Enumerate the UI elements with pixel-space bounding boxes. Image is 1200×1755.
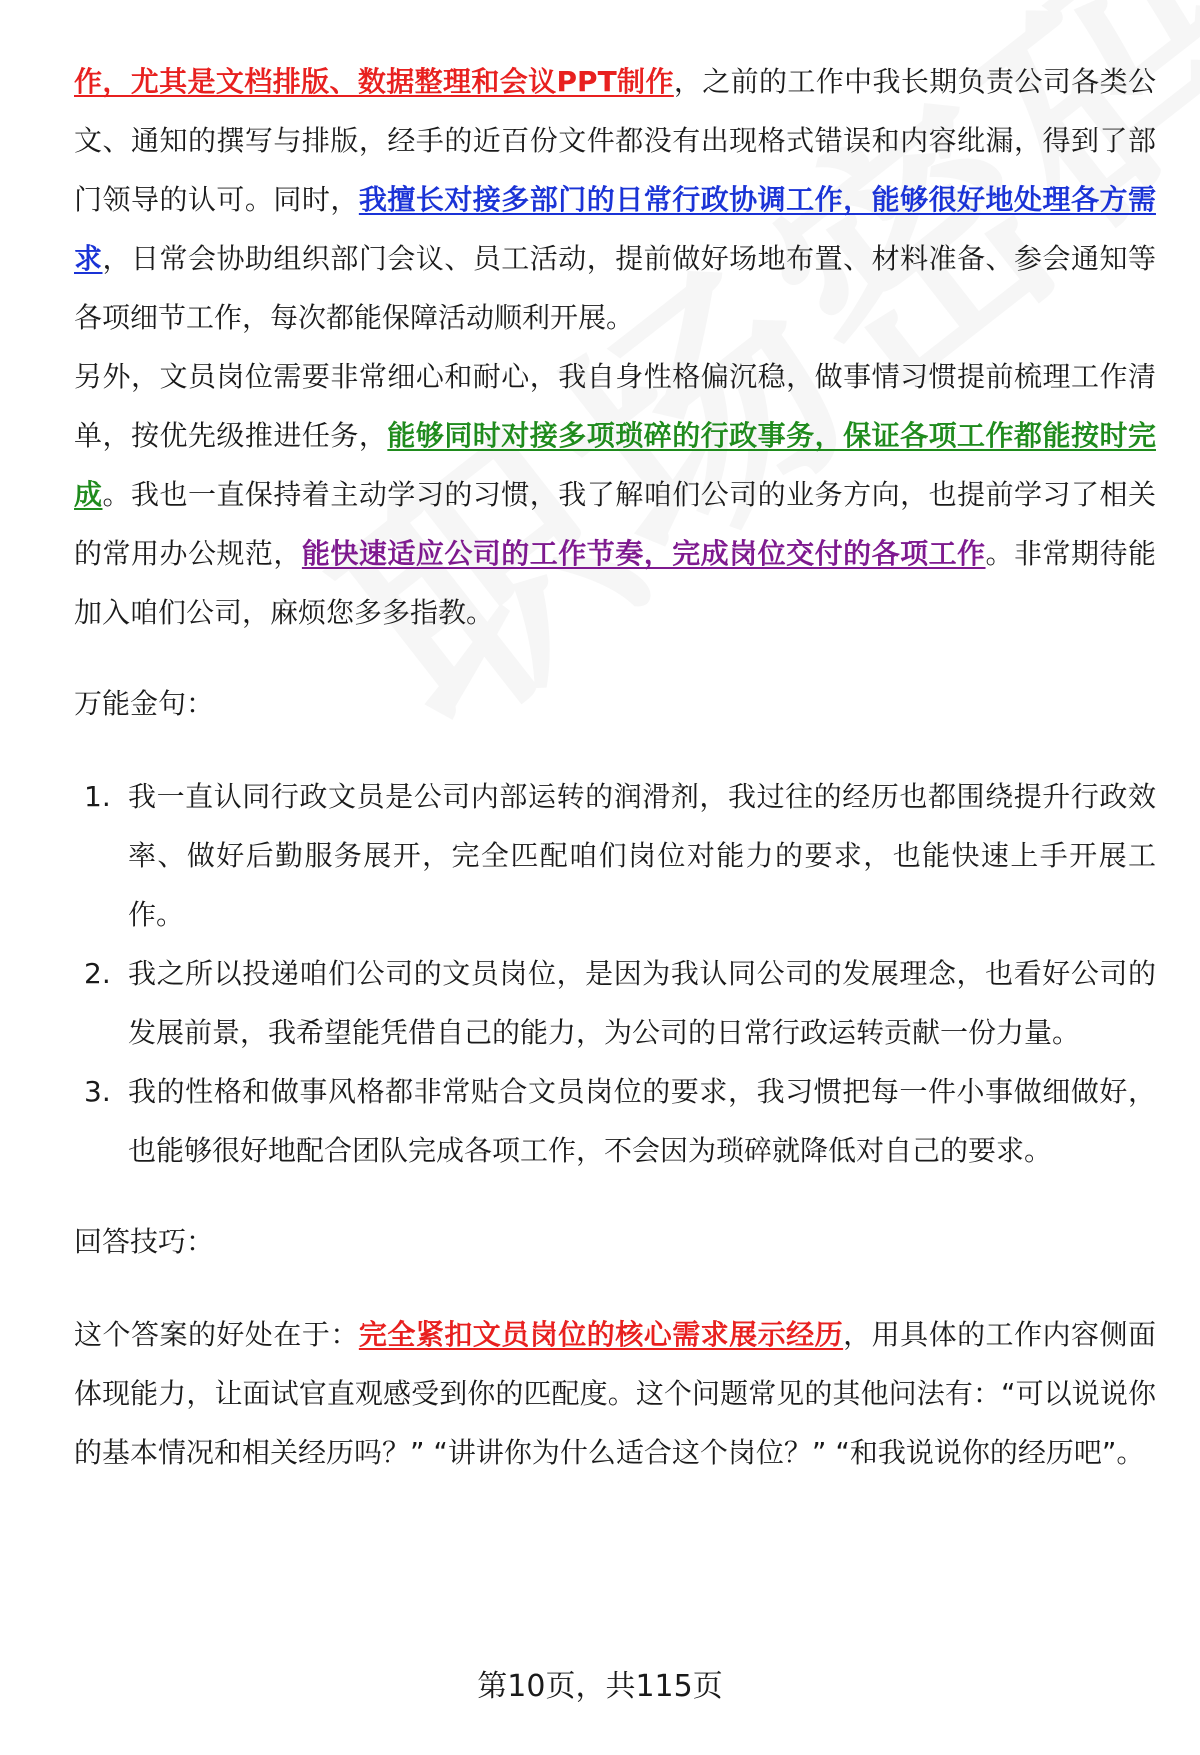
text: 。非常期待能加入咱们公司，麻烦您多多指教。 xyxy=(74,537,1156,629)
highlight-red: 作，尤其是文档排版、数据整理和会议PPT制作 xyxy=(74,65,674,98)
list-number: 1. xyxy=(84,780,111,813)
highlight-purple: 能快速适应公司的工作节奏，完成岗位交付的各项工作 xyxy=(301,537,986,570)
text: 这个答案的好处在于： xyxy=(74,1318,359,1351)
paragraph-personality xyxy=(74,347,1156,642)
list-item xyxy=(74,1062,1156,1180)
answer-tips-heading: 回答技巧： xyxy=(74,1225,215,1258)
highlight-blue: 我擅长对接多部门的日常行政协调工作，能够很好地处理各方需求 xyxy=(74,183,1156,275)
highlight-green: 能够同时对接多项琐碎的行政事务，保证各项工作都能按时完成 xyxy=(74,419,1156,511)
list-text: 我之所以投递咱们公司的文员岗位，是因为我认同公司的发展理念，也看好公司的发展前景，我希望能凭借自己的能力，为公司的日常行政运转贡献一份力量。 xyxy=(128,957,1156,1049)
list-item xyxy=(74,944,1156,1062)
page-number: 第10页，共115页 xyxy=(477,1669,723,1704)
list-number: 2. xyxy=(84,957,111,990)
paragraph-experience xyxy=(74,52,1156,347)
text: 。我也一直保持着主动学习的习惯，我了解咱们公司的业务方向，也提前学习了相关的常用办公规范， xyxy=(74,478,1156,570)
text: 另外，文员岗位需要非常细心和耐心，我自身性格偏沉稳，做事情习惯提前梳理工作清单，按优先级推进任务， xyxy=(74,360,1156,452)
text: ，之前的工作中我长期负责公司各类公文、通知的撰写与排版，经手的近百份文件都没有出现格式错误和内容纰漏，得到了部门领导的认可。同时， xyxy=(74,65,1156,216)
text: ，用具体的工作内容侧面体现能力，让面试官直观感受到你的匹配度。这个问题常见的其他问法有：“可以说说你的基本情况和相关经历吗？” “讲讲你为什么适合这个岗位？” “和我说说你的经历吧”。 xyxy=(74,1318,1156,1469)
paragraph-tips xyxy=(74,1305,1156,1482)
page-content xyxy=(74,52,1156,1482)
list-text: 我的性格和做事风格都非常贴合文员岗位的要求，我习惯把每一件小事做细做好，也能够很好地配合团队完成各项工作，不会因为琐碎就降低对自己的要求。 xyxy=(128,1075,1156,1167)
golden-sentences-list xyxy=(74,767,1156,1180)
highlight-red: 完全紧扣文员岗位的核心需求展示经历 xyxy=(358,1318,844,1351)
golden-sentences-heading: 万能金句： xyxy=(74,687,215,720)
list-text: 我一直认同行政文员是公司内部运转的润滑剂，我过往的经历也都围绕提升行政效率、做好后勤服务展开，完全匹配咱们岗位对能力的要求，也能快速上手开展工作。 xyxy=(128,780,1156,931)
list-number: 3. xyxy=(84,1075,111,1108)
list-item xyxy=(74,767,1156,944)
text: ，日常会协助组织部门会议、员工活动，提前做好场地布置、材料准备、参会通知等各项细节工作，每次都能保障活动顺利开展。 xyxy=(74,242,1156,334)
